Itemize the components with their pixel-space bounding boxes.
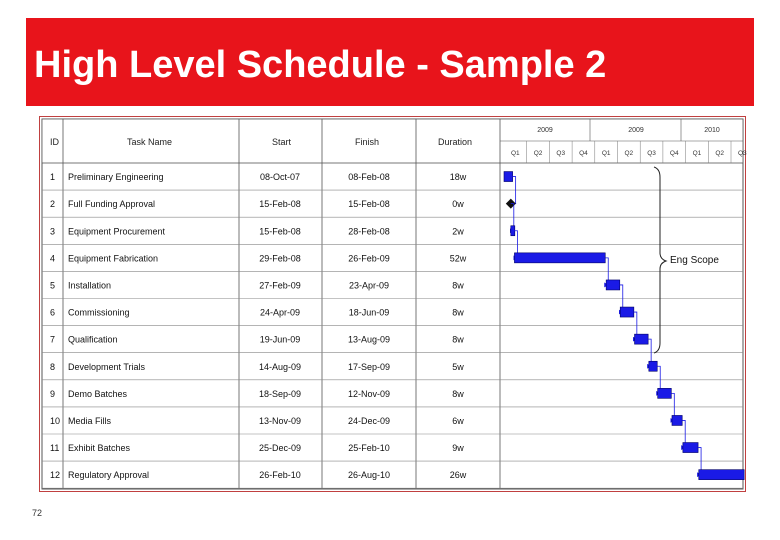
quarter-label: Q2 (715, 150, 724, 157)
row-finish-cell: 24-Dec-09 (347, 415, 391, 426)
quarter-label: Q1 (692, 150, 702, 157)
row-task-cell: Preliminary Engineering (68, 172, 164, 183)
row-task-cell: Demo Batches (68, 388, 128, 399)
row-finish-cell: 13-Aug-09 (347, 334, 391, 345)
row-finish-cell: 26-Aug-10 (347, 470, 391, 481)
row-start-cell: 29-Feb-08 (259, 253, 301, 264)
row-start-cell: 14-Aug-09 (258, 361, 302, 372)
gantt-bar (699, 470, 744, 480)
row-finish-cell: 12-Nov-09 (347, 388, 391, 399)
row-finish-cell: 15-Feb-08 (348, 199, 390, 210)
row-id-cell: 10 (50, 415, 61, 426)
row-start-cell: 15-Feb-08 (259, 199, 301, 210)
year-label-2: 2009 (628, 127, 644, 134)
row-id-cell: 7 (50, 334, 56, 345)
quarter-label: Q2 (624, 150, 634, 157)
header-finish: Finish (355, 137, 380, 147)
gantt-bar (658, 388, 672, 398)
row-task-cell: Commissioning (68, 307, 130, 318)
row-finish-cell: 28-Feb-08 (348, 226, 390, 237)
gantt-bar (683, 443, 698, 453)
header-task-name: Task Name (127, 137, 173, 147)
row-finish-cell: 18-Jun-09 (348, 307, 390, 318)
quarter-label: Q3 (738, 150, 747, 157)
row-finish-cell: 25-Feb-10 (348, 443, 390, 454)
row-task-cell: Exhibit Batches (68, 443, 131, 454)
row-start-cell: 08-Oct-07 (259, 172, 301, 183)
row-task-cell: Equipment Procurement (68, 226, 166, 237)
row-start-cell: 24-Apr-09 (259, 307, 301, 318)
row-duration-cell: 8w (452, 334, 464, 345)
row-task-cell: Installation (68, 280, 112, 291)
eng-scope-label: Eng Scope (670, 255, 719, 266)
row-duration-cell: 8w (452, 280, 464, 291)
quarter-label: Q4 (669, 150, 679, 157)
row-duration-cell: 52w (449, 253, 467, 264)
quarter-label: Q2 (533, 150, 543, 157)
row-id-cell: 2 (50, 199, 56, 210)
row-id-cell: 9 (50, 388, 56, 399)
gantt-bar (635, 334, 649, 344)
row-duration-cell: 0w (452, 199, 464, 210)
row-duration-cell: 8w (452, 388, 464, 399)
row-duration-cell: 5w (452, 361, 464, 372)
title-banner (26, 18, 754, 106)
schedule-frame (39, 116, 746, 492)
row-start-cell: 18-Sep-09 (258, 388, 302, 399)
gantt-bar (504, 172, 513, 182)
row-id-cell: 6 (50, 307, 56, 318)
row-id-cell: 11 (50, 443, 60, 454)
quarter-label: Q4 (579, 150, 588, 157)
year-label-1: 2009 (537, 127, 553, 134)
gantt-bar (620, 307, 634, 317)
row-task-cell: Full Funding Approval (68, 199, 156, 210)
row-start-cell: 19-Jun-09 (259, 334, 301, 345)
header-duration: Duration (438, 137, 473, 147)
gantt-bar (514, 253, 605, 263)
row-finish-cell: 17-Sep-09 (347, 361, 391, 372)
quarter-label: Q3 (647, 150, 656, 157)
row-id-cell: 1 (50, 172, 56, 183)
row-start-cell: 13-Nov-09 (258, 415, 302, 426)
quarter-label: Q1 (601, 150, 611, 157)
row-task-cell: Media Fills (68, 415, 112, 426)
row-task-cell: Equipment Fabrication (68, 253, 159, 264)
row-id-cell: 12 (50, 470, 61, 481)
row-id-cell: 3 (50, 226, 56, 237)
row-finish-cell: 23-Apr-09 (348, 280, 390, 291)
row-duration-cell: 9w (452, 443, 464, 454)
row-start-cell: 27-Feb-09 (259, 280, 301, 291)
row-id-cell: 4 (50, 253, 56, 264)
row-start-cell: 25-Dec-09 (258, 443, 302, 454)
row-task-cell: Regulatory Approval (68, 470, 150, 481)
gantt-bar (606, 280, 620, 290)
quarter-label: Q1 (511, 150, 520, 157)
header-start: Start (272, 137, 292, 147)
row-task-cell: Qualification (68, 334, 118, 345)
gantt-bar (672, 415, 682, 425)
row-duration-cell: 6w (452, 415, 464, 426)
row-id-cell: 5 (50, 280, 56, 291)
slide-title: High Level Schedule - Sample 2 (34, 44, 607, 86)
gantt-chart (40, 117, 745, 491)
row-task-cell: Development Trials (68, 361, 146, 372)
row-start-cell: 15-Feb-08 (259, 226, 301, 237)
row-duration-cell: 8w (452, 307, 464, 318)
gantt-bar (511, 226, 515, 236)
row-duration-cell: 2w (452, 226, 464, 237)
header-id: ID (50, 137, 59, 147)
row-id-cell: 8 (50, 361, 56, 372)
row-duration-cell: 26w (449, 470, 467, 481)
gantt-bar (649, 361, 657, 371)
page-number: 72 (32, 508, 43, 518)
row-start-cell: 26-Feb-10 (259, 470, 301, 481)
row-duration-cell: 18w (449, 172, 467, 183)
quarter-label: Q3 (556, 150, 566, 157)
year-label-3: 2010 (704, 127, 720, 134)
row-finish-cell: 08-Feb-08 (348, 172, 390, 183)
row-finish-cell: 26-Feb-09 (348, 253, 390, 264)
